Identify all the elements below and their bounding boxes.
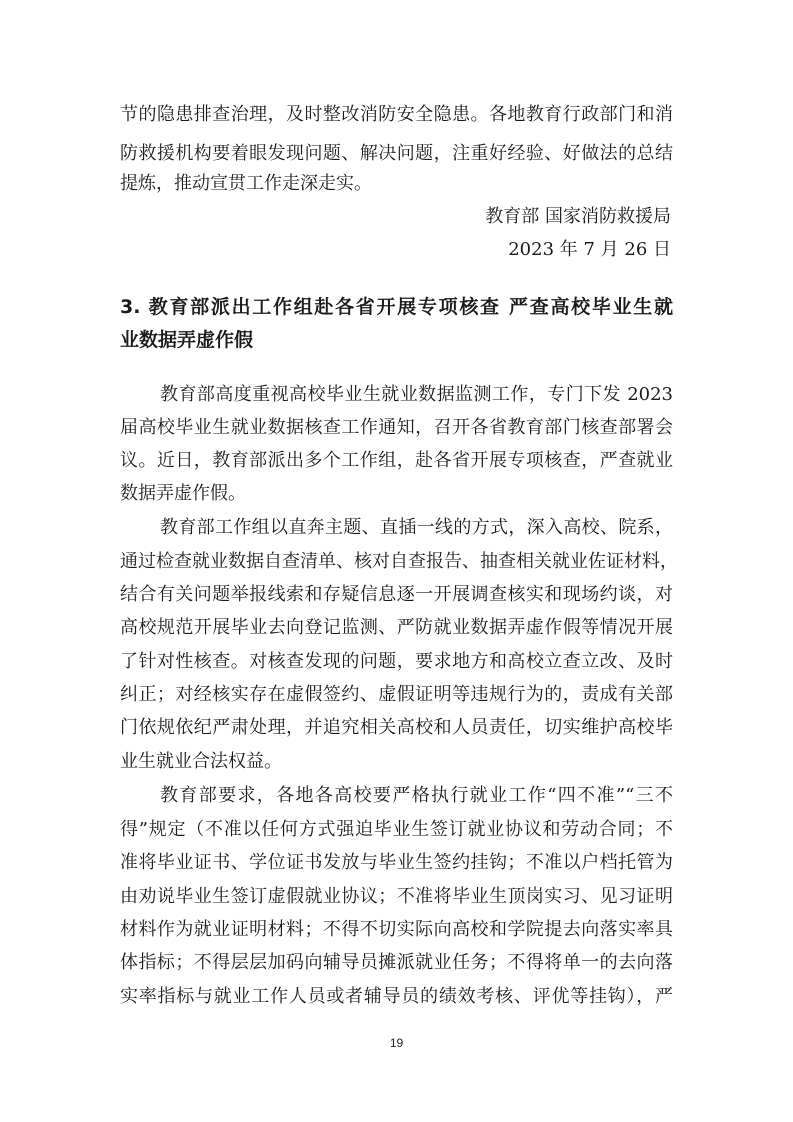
paragraph-text: 材料作为就业证明材料；不得不切实际向高校和学院提去向落实率具 [120,919,673,940]
paragraph-text: 门依规依纪严肃处理，并追究相关高校和人员责任，切实维护高校毕 [120,717,673,738]
text-line-content: 提炼，推动宣贯工作走深走实。 [120,173,372,194]
section-heading-line [0,323,793,357]
paragraph-text: 教育部工作组以直奔主题、直插一线的方式，深入高校、院系， [160,517,673,538]
text-line-content: 防救援机构要着眼发现问题、解决问题，注重好经验、好做法的总结 [120,143,673,164]
signature-line [0,200,793,234]
paragraph-line [0,477,793,511]
date-line [0,233,793,267]
paragraph-text: 准将毕业证书、学位证书发放与毕业生签约挂钩；不准以户档托管为 [120,852,673,873]
paragraph-line [0,411,793,445]
paragraph-text: 教育部高度重视高校毕业生就业数据监测工作，专门下发 2023 [160,384,673,405]
signature: 教育部 国家消防救援局 [485,206,671,227]
paragraph-line [0,913,793,947]
paragraph-line [0,611,793,645]
section-heading: 3. 教育部派出工作组赴各省开展专项核查 严查高校毕业生就 [120,296,673,318]
paragraph-text: 体指标；不得层层加码向辅导员摊派就业任务；不得将单一的去向落 [120,952,673,973]
paragraph-line [0,980,793,1014]
paragraph-text: 通过检查就业数据自查清单、核对自查报告、抽查相关就业佐证材料， [120,551,678,572]
paragraph-text: 得”规定（不准以任何方式强迫毕业生签订就业协议和劳动合同；不 [120,819,673,840]
paragraph-line [0,444,793,478]
text-line [0,98,793,132]
section-heading-line [0,290,793,324]
paragraph-line [0,846,793,880]
paragraph-line [0,745,793,779]
paragraph-text: 由劝说毕业生签订虚假就业协议；不准将毕业生顶岗实习、见习证明 [120,886,673,907]
paragraph-text: 结合有关问题举报线索和存疑信息逐一开展调查核实和现场约谈，对 [120,584,673,605]
paragraph-text: 了针对性核查。对核查发现的问题，要求地方和高校立查立改、及时 [120,651,673,672]
paragraph-line [0,711,793,745]
paragraph-text: 实率指标与就业工作人员或者辅导员的绩效考核、评优等挂钩），严 [120,986,673,1007]
paragraph-line [0,779,793,813]
text-line [0,167,793,201]
paragraph-line [0,678,793,712]
paragraph-text: 届高校毕业生就业数据核查工作通知，召开各省教育部门核查部署会 [120,417,673,438]
section-heading: 业数据弄虚作假 [120,329,254,351]
paragraph-text: 议。近日，教育部派出多个工作组，赴各省开展专项核查，严查就业 [120,450,673,471]
paragraph-line [0,946,793,980]
paragraph-line [0,813,793,847]
paragraph-text: 数据弄虚作假。 [120,483,246,504]
paragraph-text: 业生就业合法权益。 [120,751,282,772]
date: 2023 年 7 月 26 日 [508,239,671,260]
paragraph-line [0,545,793,579]
paragraph-line [0,645,793,679]
paragraph-text: 纠正；对经核实存在虚假签约、虚假证明等违规行为的，责成有关部 [120,684,673,705]
text-line-content: 节的隐患排查治理，及时整改消防安全隐患。各地教育行政部门和消 [120,104,673,125]
paragraph-text: 教育部要求，各地各高校要严格执行就业工作“四不准”“三不 [160,785,673,806]
text-line [0,137,793,171]
paragraph-line [0,378,793,412]
paragraph-text: 高校规范开展毕业去向登记监测、严防就业数据弄虚作假等情况开展 [120,617,673,638]
paragraph-line [0,578,793,612]
paragraph-line [0,511,793,545]
page-number: 19 [389,1036,404,1050]
paragraph-line [0,880,793,914]
